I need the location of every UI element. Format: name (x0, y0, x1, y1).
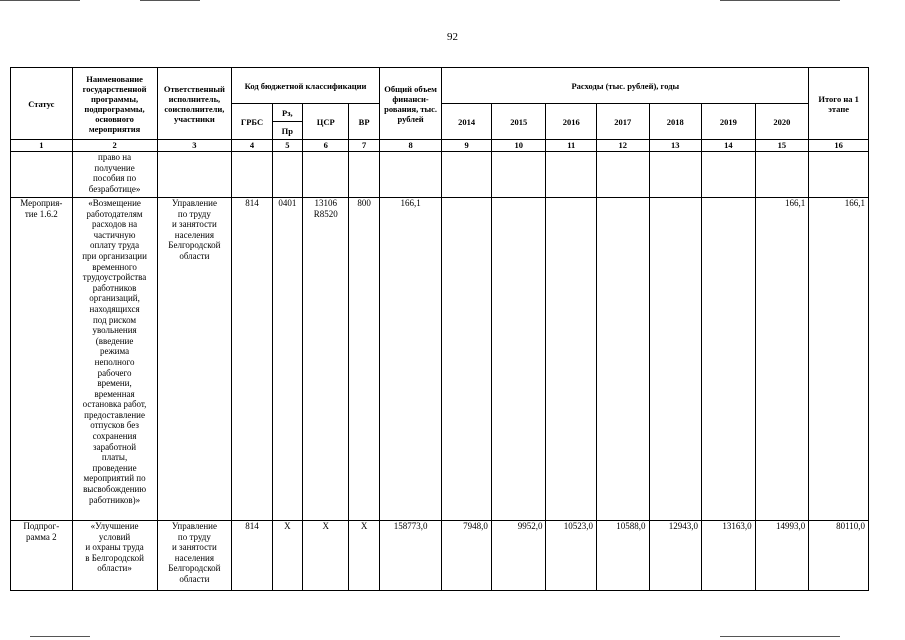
cell-csr (302, 152, 348, 198)
cell-status: Подпрог- рамма 2 (11, 521, 73, 591)
cell-vr (349, 152, 379, 198)
col-number: 1 (11, 140, 73, 152)
cell-year (546, 198, 597, 521)
header-expenses: Расходы (тыс. рублей), годы (442, 68, 809, 104)
cell-year: 12943,0 (649, 521, 702, 591)
col-number: 7 (349, 140, 379, 152)
cell-year (442, 152, 492, 198)
header-year: 2019 (702, 104, 756, 140)
cell-rzpr: 0401 (272, 198, 302, 521)
cell-year: 10588,0 (596, 521, 649, 591)
header-itogo: Итого на 1 этапе (809, 68, 869, 140)
cell-grbs: 814 (232, 521, 272, 591)
col-number: 16 (809, 140, 869, 152)
cell-responsible: Управление по труду и занятости населения Белгородской области (157, 198, 232, 521)
cell-year (442, 198, 492, 521)
top-rule (720, 0, 840, 1)
table-row (11, 521, 869, 591)
cell-year (596, 198, 649, 521)
cell-year (491, 198, 546, 521)
cell-year: 13163,0 (702, 521, 756, 591)
cell-status: Мероприя- тие 1.6.2 (11, 198, 73, 521)
header-budget-code: Код бюджетной классификации (232, 68, 380, 104)
header-vr: ВР (349, 104, 379, 140)
table-row (11, 198, 869, 521)
cell-responsible: Управление по труду и занятости населения Белгородской области (157, 521, 232, 591)
header-name: Наименование государственной программы, подпрограммы, основного мероприятия (72, 68, 157, 140)
table-row (11, 152, 869, 198)
header-year: 2017 (596, 104, 649, 140)
cell-csr: 13106 R8520 (302, 198, 348, 521)
col-number: 12 (596, 140, 649, 152)
header-status: Статус (11, 68, 73, 140)
cell-year: 9952,0 (491, 521, 546, 591)
cell-total: 166,1 (379, 198, 442, 521)
col-number: 15 (755, 140, 809, 152)
col-number: 2 (72, 140, 157, 152)
cell-year (649, 152, 702, 198)
col-number: 5 (272, 140, 302, 152)
col-number: 9 (442, 140, 492, 152)
col-number: 10 (491, 140, 546, 152)
header-year: 2018 (649, 104, 702, 140)
cell-year (596, 152, 649, 198)
col-number: 3 (157, 140, 232, 152)
header-grbs: ГРБС (232, 104, 272, 140)
cell-total: 158773,0 (379, 521, 442, 591)
cell-responsible (157, 152, 232, 198)
cell-rzpr (272, 152, 302, 198)
cell-year: 166,1 (755, 198, 809, 521)
cell-year (702, 198, 756, 521)
cell-itogo: 166,1 (809, 198, 869, 521)
header-year: 2015 (491, 104, 546, 140)
cell-csr: Х (302, 521, 348, 591)
cell-year (755, 152, 809, 198)
budget-table (10, 67, 869, 591)
cell-itogo: 80110,0 (809, 521, 869, 591)
header-year: 2014 (442, 104, 492, 140)
col-number: 11 (546, 140, 597, 152)
cell-rzpr: Х (272, 521, 302, 591)
header-total-funding: Общий объем финанси-рования, тыс. рублей (379, 68, 442, 140)
cell-name: «Улучшение условий и охраны труда в Белгородской области» (72, 521, 157, 591)
col-number: 14 (702, 140, 756, 152)
cell-year (491, 152, 546, 198)
top-rule (140, 0, 200, 1)
cell-vr: 800 (349, 198, 379, 521)
header-rz: Рз, (272, 104, 302, 122)
cell-year: 10523,0 (546, 521, 597, 591)
cell-year (702, 152, 756, 198)
col-number: 8 (379, 140, 442, 152)
header-year: 2020 (755, 104, 809, 140)
header-year: 2016 (546, 104, 597, 140)
cell-year: 7948,0 (442, 521, 492, 591)
cell-year (649, 198, 702, 521)
cell-year: 14993,0 (755, 521, 809, 591)
cell-itogo (809, 152, 869, 198)
col-number: 13 (649, 140, 702, 152)
col-number: 4 (232, 140, 272, 152)
cell-name: «Возмещение работодателям расходов на частичную оплату труда при организации временного трудоустройства работников организаций, находящихся под риском увольнения (введение режима неполного рабочего времени, временная остановка работ, предоставление отпусков без сохранения заработной платы, проведение мероприятий по высвобождению работников)» (72, 198, 157, 521)
cell-year (546, 152, 597, 198)
cell-total (379, 152, 442, 198)
cell-name: право на получение пособия по безработице» (72, 152, 157, 198)
cell-vr: Х (349, 521, 379, 591)
bottom-rule (30, 636, 90, 637)
cell-grbs (232, 152, 272, 198)
header-responsible: Ответственный исполнитель, соисполнители, участники (157, 68, 232, 140)
page-number: 92 (447, 31, 458, 43)
header-pr: Пр (272, 122, 302, 140)
header-csr: ЦСР (302, 104, 348, 140)
bottom-rule (720, 636, 840, 637)
top-rule (0, 0, 80, 1)
cell-status (11, 152, 73, 198)
col-number: 6 (302, 140, 348, 152)
cell-grbs: 814 (232, 198, 272, 521)
